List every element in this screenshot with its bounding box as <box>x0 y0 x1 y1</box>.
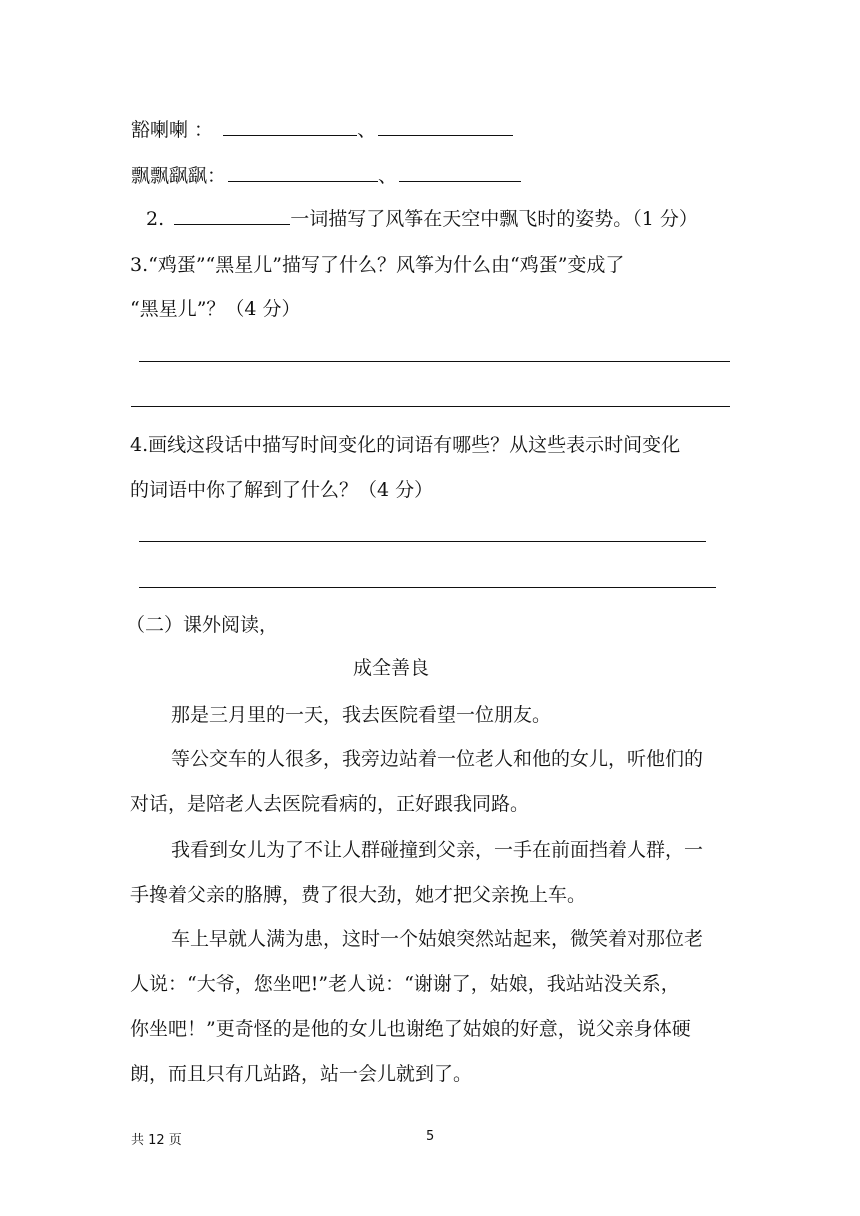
passage-title: 成全善良 <box>353 657 430 679</box>
footer-page-number: 5 <box>426 1129 435 1144</box>
q1-word: 飘飘飖飖 <box>131 165 208 187</box>
answer-blank[interactable] <box>228 163 378 182</box>
q1-dash: 、 <box>378 165 398 187</box>
q3-line-1: 3.“鸡蛋”“黑星儿”描写了什么？风筝为什么由“鸡蛋”变成了 <box>130 254 625 276</box>
passage-paragraph: 手搀着父亲的胳膊，费了很大劲，她才把父亲挽上车。 <box>130 884 587 906</box>
passage-paragraph: 人说：“大爷，您坐吧!”老人说：“谢谢了，姑娘，我站站没关系， <box>130 973 680 995</box>
q1-separator: ： <box>188 119 214 141</box>
passage-paragraph: 我看到女儿为了不让人群碰撞到父亲，一手在前面挡着人群，一 <box>171 839 704 861</box>
q2 <box>146 206 698 231</box>
answer-blank[interactable] <box>174 206 290 225</box>
answer-blank[interactable] <box>223 117 357 136</box>
footer-total-pages: 共 12 页 <box>131 1133 182 1148</box>
q2-text: 一词描写了风筝在天空中飘飞时的姿势。（1 分） <box>290 208 698 230</box>
passage-paragraph: 等公交车的人很多，我旁边站着一位老人和他的女儿，听他们的 <box>171 748 704 770</box>
passage-paragraph: 那是三月里的一天，我去医院看望一位朋友。 <box>171 704 552 726</box>
answer-line[interactable] <box>131 406 730 407</box>
q1-dash: 、 <box>357 119 377 141</box>
answer-line[interactable] <box>139 361 730 362</box>
passage-paragraph: 对话，是陪老人去医院看病的，正好跟我同路。 <box>130 793 530 815</box>
q4-line-2: 的词语中你了解到了什么？（4 分） <box>130 479 434 501</box>
answer-line[interactable] <box>139 541 706 542</box>
q2-number: 2. <box>146 208 165 230</box>
q1-row-1 <box>131 117 513 142</box>
section-heading: （二）课外阅读， <box>126 614 279 636</box>
answer-blank[interactable] <box>399 163 521 182</box>
q4-line-1: 4.画线这段话中描写时间变化的词语有哪些？从这些表示时间变化 <box>130 434 681 456</box>
answer-line[interactable] <box>139 587 716 588</box>
answer-blank[interactable] <box>378 117 513 136</box>
passage-paragraph: 车上早就人满为患，这时一个姑娘突然站起来，微笑着对那位老 <box>171 928 704 950</box>
q3-line-2: “黑星儿”？（4 分） <box>130 298 301 320</box>
q1-row-2 <box>131 163 521 188</box>
passage-paragraph: 你坐吧！”更奇怪的是他的女儿也谢绝了姑娘的好意，说父亲身体硬 <box>130 1018 691 1040</box>
q1-word: 豁喇喇 <box>131 119 189 141</box>
q1-separator: ： <box>207 165 227 187</box>
passage-paragraph: 朗，而且只有几站路，站一会儿就到了。 <box>130 1063 473 1085</box>
